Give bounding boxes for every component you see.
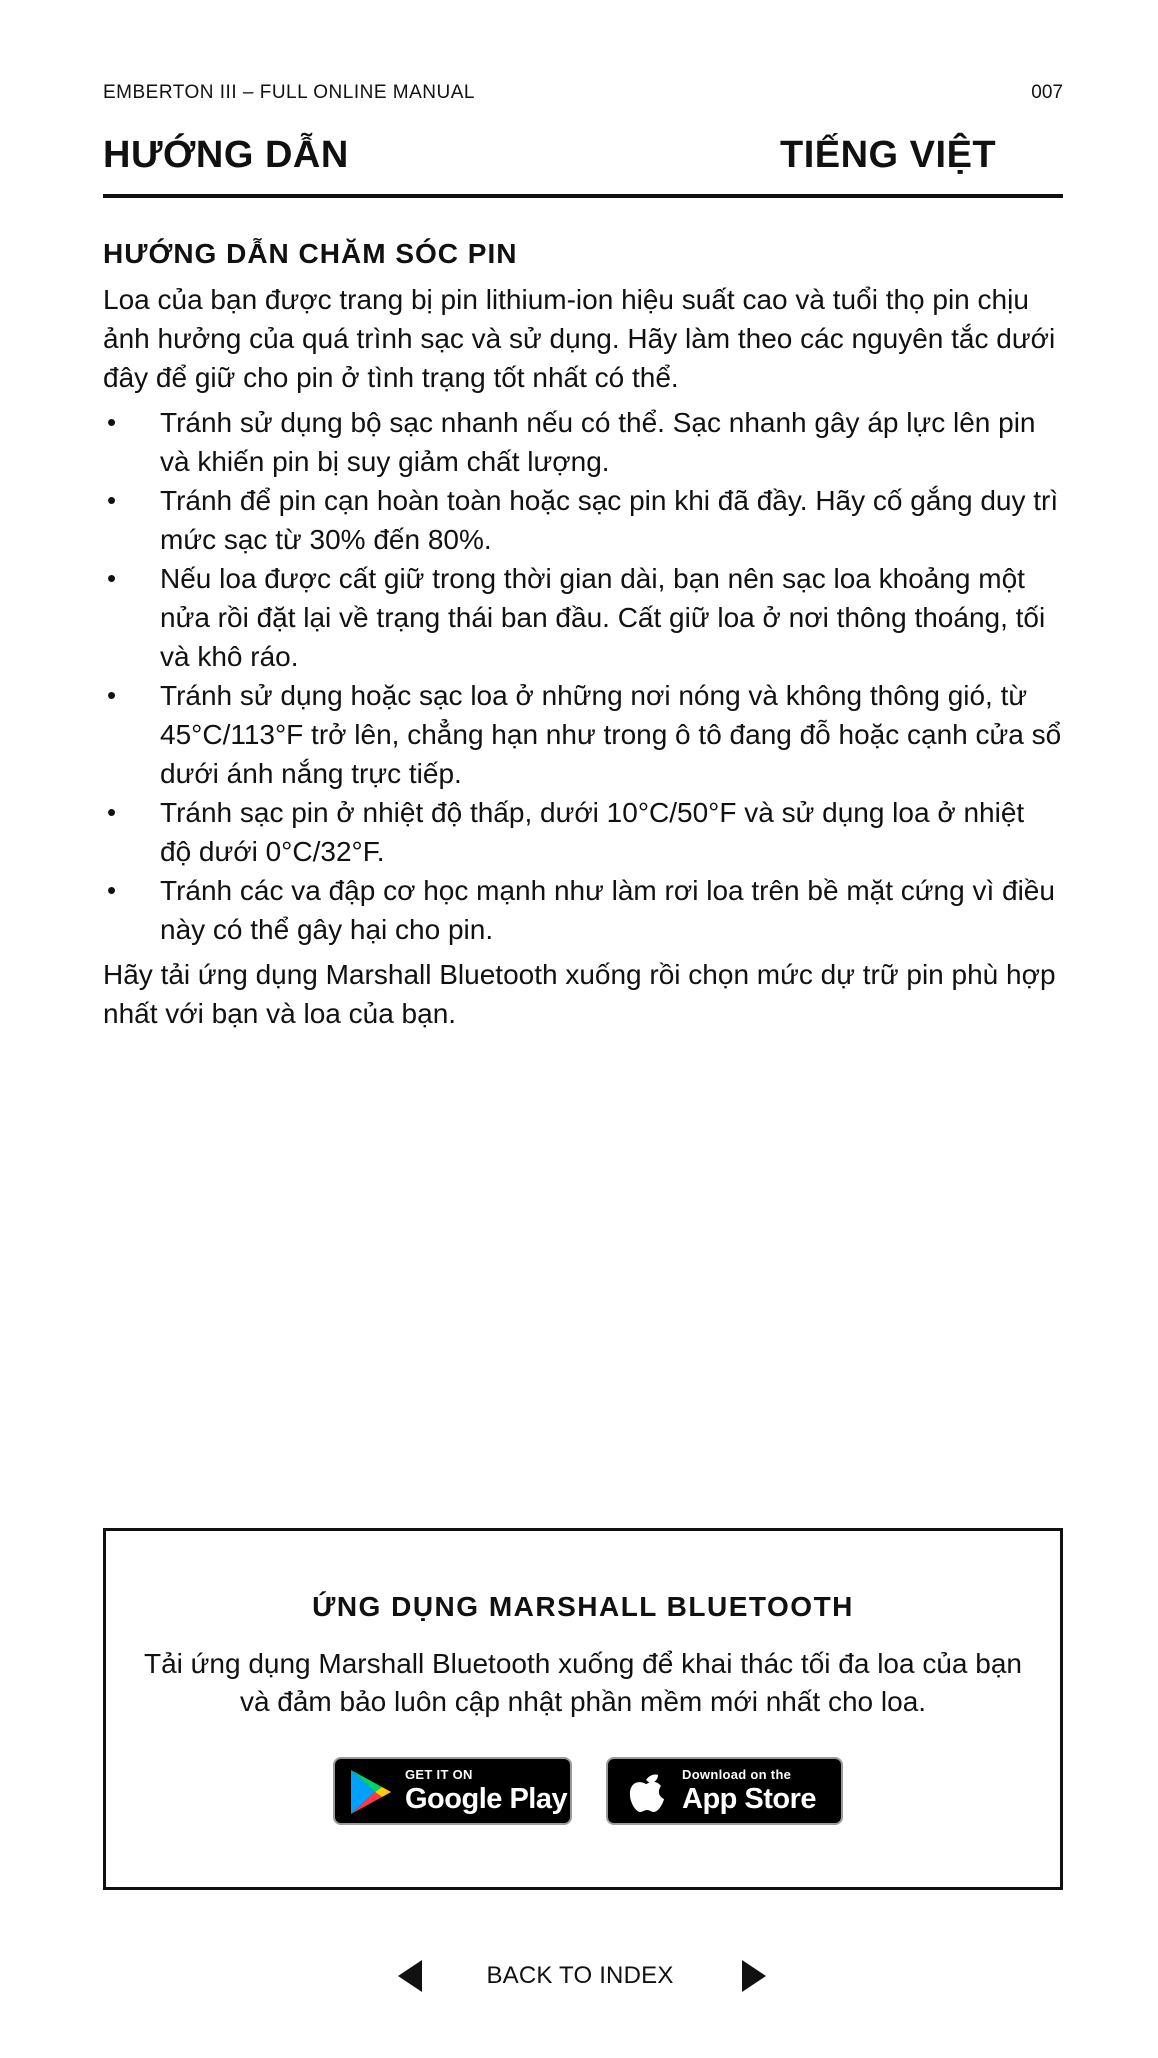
app-store-button[interactable] bbox=[606, 1757, 843, 1825]
battery-tip-text: Tránh để pin cạn hoàn toàn hoặc sạc pin khi đã đầy. Hãy cố gắng duy trì mức sạc từ 30% đến 80%. bbox=[160, 485, 1059, 555]
page-heading bbox=[103, 134, 1063, 198]
battery-tip-text: Tránh sử dụng hoặc sạc loa ở những nơi nóng và không thông gió, từ 45°C/113°F trở lên, chẳng hạn như trong ô tô đang đỗ hoặc cạnh cửa sổ dưới ánh nắng trực tiếp. bbox=[160, 680, 1062, 789]
battery-tip-text: Tránh sử dụng bộ sạc nhanh nếu có thể. Sạc nhanh gây áp lực lên pin và khiến pin bị suy giảm chất lượng. bbox=[160, 407, 1036, 477]
battery-section-title: HƯỚNG DẪN CHĂM SÓC PIN bbox=[103, 238, 518, 269]
back-to-index-link[interactable]: BACK TO INDEX bbox=[486, 1962, 674, 1989]
apple-icon bbox=[626, 1768, 666, 1814]
battery-tip-text: Tránh sạc pin ở nhiệt độ thấp, dưới 10°C/50°F và sử dụng loa ở nhiệt độ dưới 0°C/32°F. bbox=[160, 797, 1025, 867]
app-box-title: ỨNG DỤNG MARSHALL BLUETOOTH bbox=[312, 1591, 854, 1622]
battery-tips-list bbox=[103, 403, 1063, 949]
battery-intro: Loa của bạn được trang bị pin lithium-ion hiệu suất cao và tuổi thọ pin chịu ảnh hưởng của quá trình sạc và sử dụng. Hãy làm theo các nguyên tắc dưới đây để giữ cho pin ở tình trạng tốt nhất có thể. bbox=[103, 284, 1056, 393]
google-play-button[interactable] bbox=[333, 1757, 572, 1825]
google-play-icon bbox=[349, 1768, 393, 1816]
manual-title: EMBERTON III – FULL ONLINE MANUAL bbox=[103, 82, 475, 103]
app-store-label: App Store bbox=[682, 1783, 817, 1815]
list-item bbox=[103, 676, 1063, 793]
battery-outro: Hãy tải ứng dụng Marshall Bluetooth xuống rồi chọn mức dự trữ pin phù hợp nhất với bạn và loa của bạn. bbox=[103, 959, 1056, 1029]
bullet-icon: • bbox=[107, 485, 117, 515]
list-item bbox=[103, 559, 1063, 676]
heading-guide: HƯỚNG DẪN bbox=[103, 134, 349, 176]
battery-tip-text: Tránh các va đập cơ học mạnh như làm rơi loa trên bề mặt cứng vì điều này có thể gây hại cho pin. bbox=[160, 875, 1055, 945]
google-play-label: Google Play bbox=[405, 1783, 568, 1815]
app-box-text: Tải ứng dụng Marshall Bluetooth xuống để khai thác tối đa loa của bạn và đảm bảo luôn cập nhật phần mềm mới nhất cho loa. bbox=[144, 1648, 1022, 1717]
bullet-icon: • bbox=[107, 563, 117, 593]
battery-tip-text: Nếu loa được cất giữ trong thời gian dài, bạn nên sạc loa khoảng một nửa rồi đặt lại về trạng thái ban đầu. Cất giữ loa ở nơi thông thoáng, tối và khô ráo. bbox=[160, 563, 1046, 672]
page-navigation bbox=[0, 1950, 1158, 2000]
bullet-icon: • bbox=[107, 680, 117, 710]
list-item bbox=[103, 793, 1063, 871]
bullet-icon: • bbox=[107, 875, 117, 905]
list-item bbox=[103, 481, 1063, 559]
app-store-small-label: Download on the bbox=[682, 1767, 792, 1782]
page-header-line bbox=[103, 82, 1063, 110]
battery-section bbox=[103, 238, 1063, 1033]
marshall-app-box bbox=[103, 1528, 1063, 1890]
page-number: 007 bbox=[1031, 82, 1063, 103]
bullet-icon: • bbox=[107, 407, 117, 437]
triangle-left-icon[interactable] bbox=[396, 1958, 424, 1994]
google-play-small-label: GET IT ON bbox=[405, 1767, 473, 1782]
list-item bbox=[103, 403, 1063, 481]
list-item bbox=[103, 871, 1063, 949]
heading-language: TIẾNG VIỆT bbox=[780, 134, 997, 176]
triangle-right-icon[interactable] bbox=[740, 1958, 768, 1994]
bullet-icon: • bbox=[107, 797, 117, 827]
